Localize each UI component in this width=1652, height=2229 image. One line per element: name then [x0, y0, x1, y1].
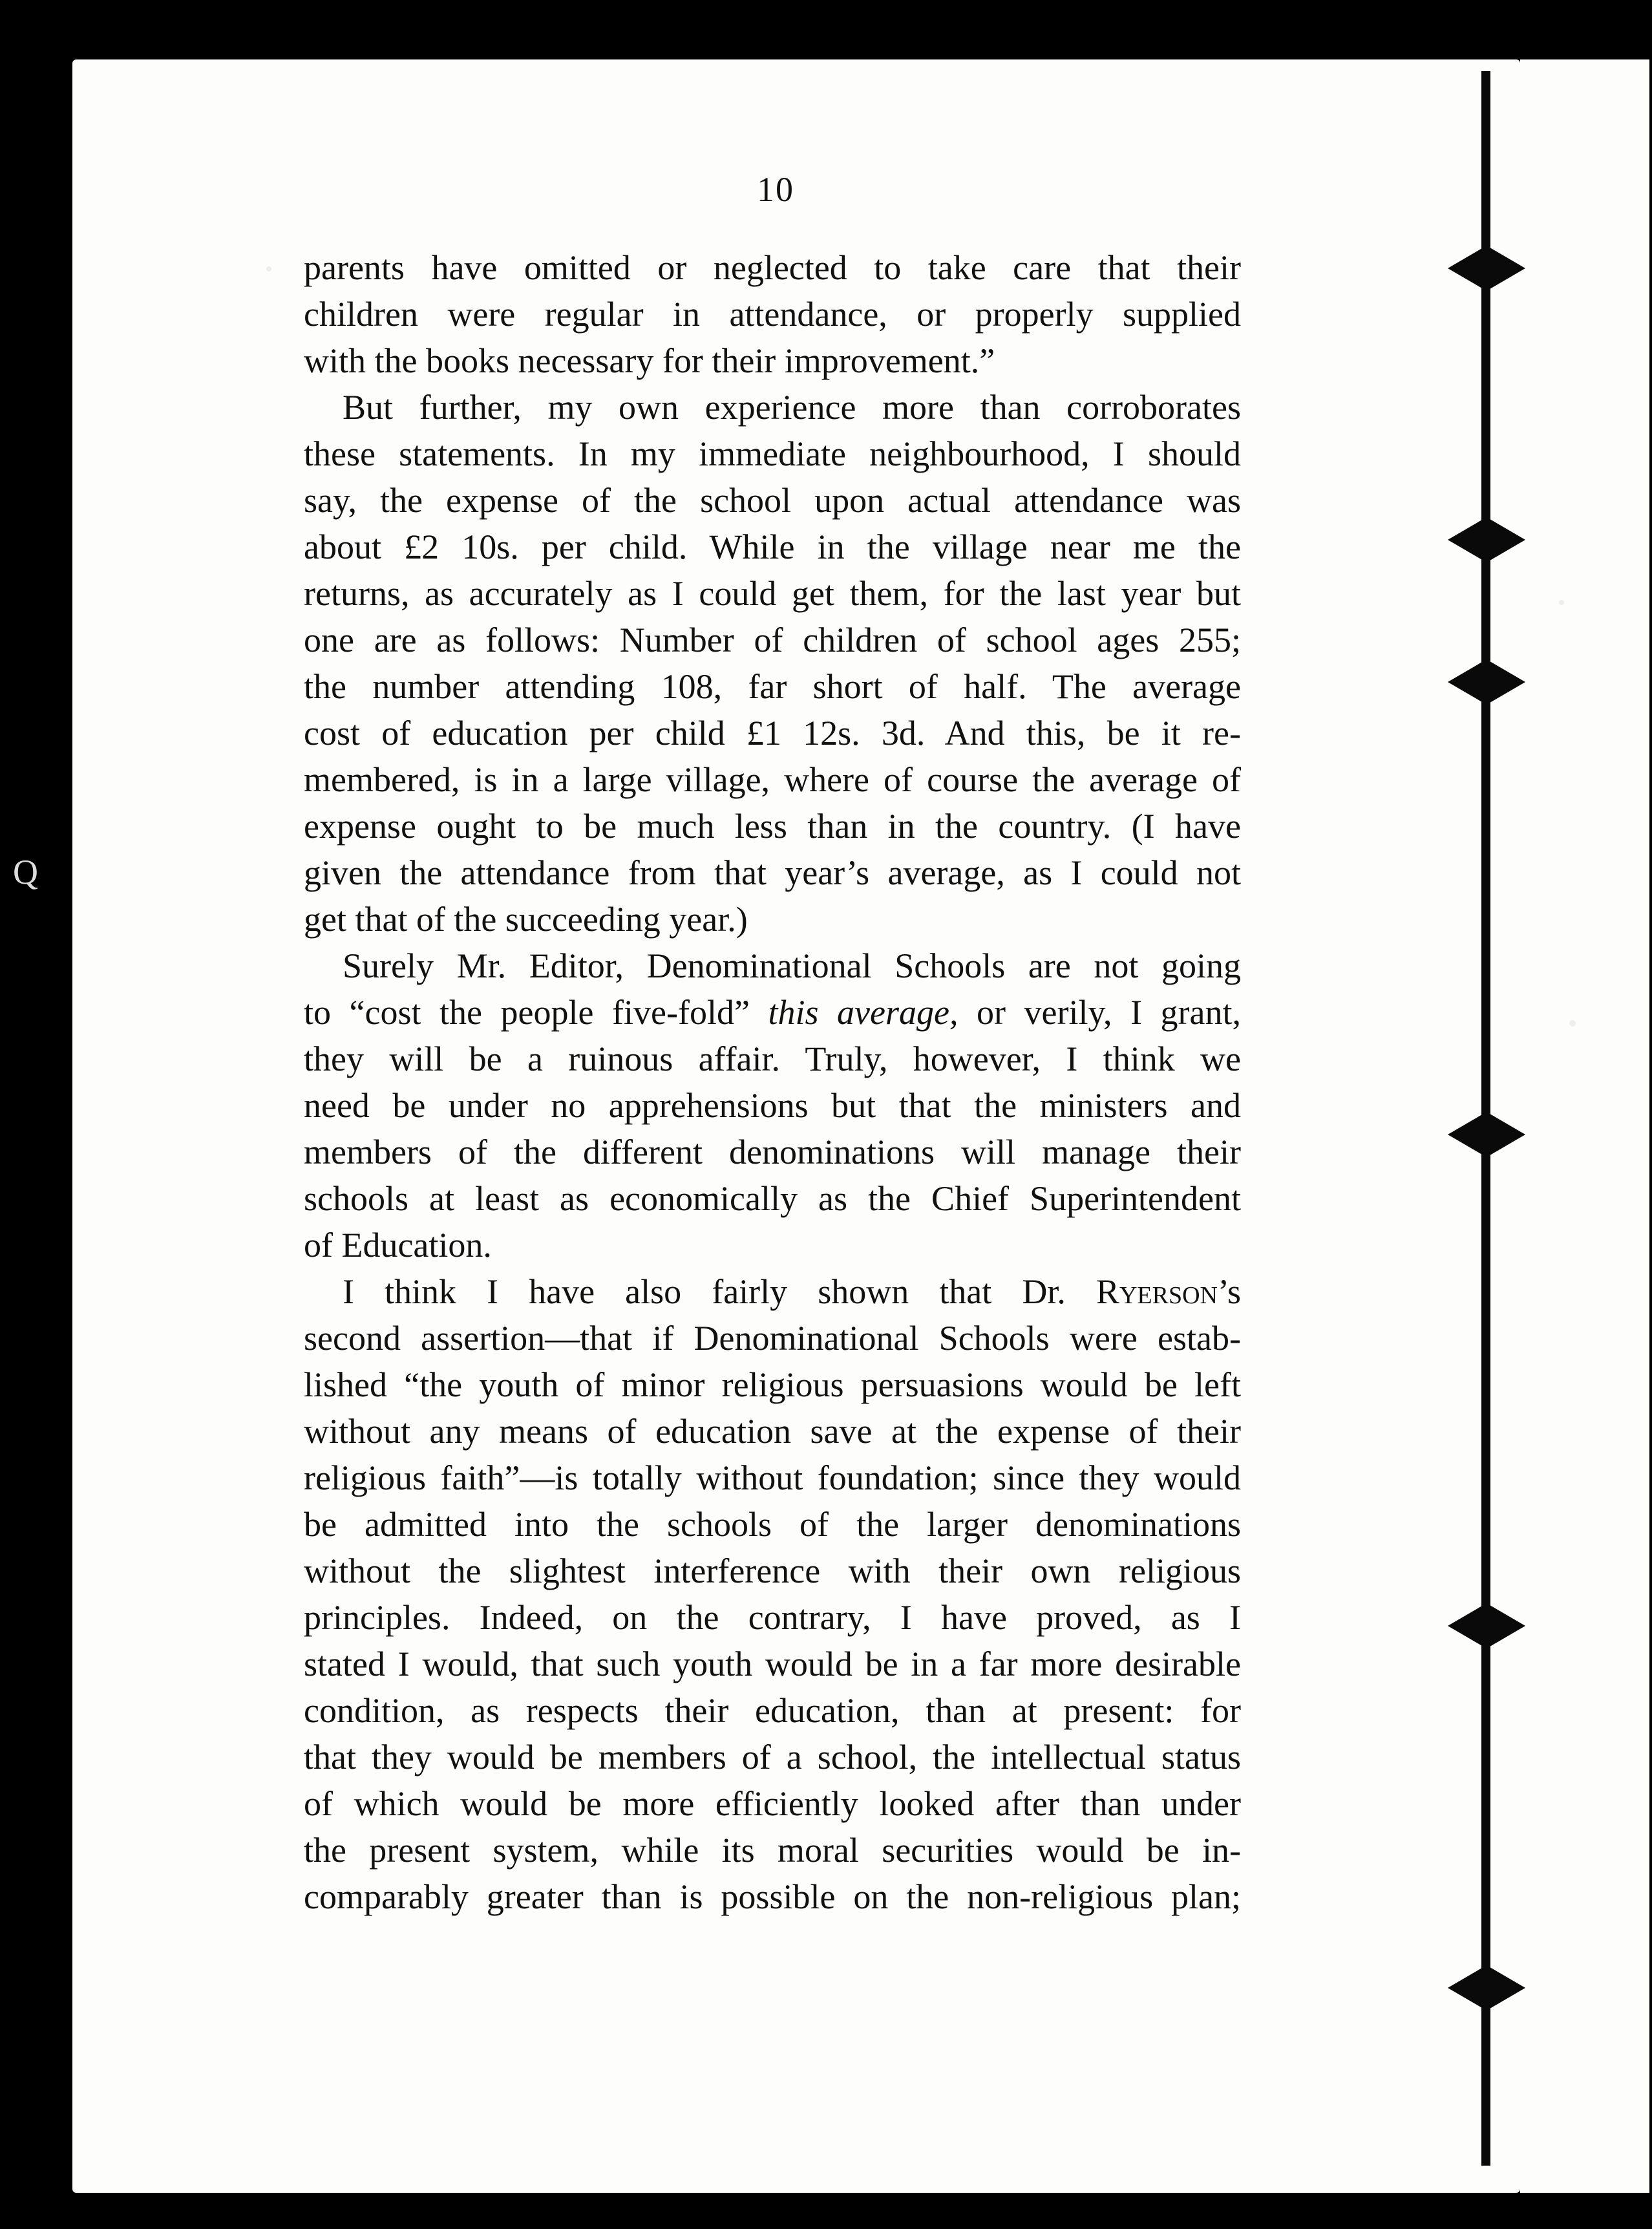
binding-notch	[1448, 246, 1525, 291]
italic-text: this average,	[768, 993, 958, 1032]
text-line: given the attendance from that year’s average, as I could not	[304, 853, 1241, 892]
speck	[1559, 600, 1564, 605]
text-run: I think I have also fairly shown that Dr.	[343, 1272, 1096, 1311]
margin-mark: Q	[13, 853, 38, 891]
text-line: about £2 10s. per child. While in the village near me the	[304, 528, 1241, 566]
page-number: 10	[757, 170, 794, 209]
text-line	[304, 989, 1241, 1036]
text-line: of Education.	[304, 1226, 492, 1264]
text-run: to “cost the people five-fold”	[304, 993, 768, 1032]
text-line: principles. Indeed, on the contrary, I have proved, as I	[304, 1598, 1241, 1637]
speck	[1569, 1020, 1576, 1027]
text-line: schools at least as economically as the Chief Superintendent	[304, 1179, 1241, 1218]
text-line: they will be a ruinous affair. Truly, however, I think we	[304, 1040, 1241, 1078]
text-run: ’s	[1217, 1272, 1241, 1311]
binding-notch	[1448, 1965, 1525, 2010]
text-line: without the slightest interference with their own religious	[304, 1552, 1241, 1590]
text-line: membered, is in a large village, where of course the average of	[304, 760, 1241, 799]
page-edge	[1520, 59, 1649, 2193]
text-line: that they would be members of a school, the intellectual status	[304, 1738, 1241, 1776]
text-line: get that of the succeeding year.)	[304, 900, 748, 939]
text-line: second assertion—that if Denominational Schools were estab-	[304, 1319, 1241, 1358]
text-line: the number attending 108, far short of half. The average	[304, 667, 1241, 706]
text-line: of which would be more efficiently looked after than under	[304, 1784, 1241, 1823]
text-line: stated I would, that such youth would be in a far more desirable	[304, 1645, 1241, 1683]
text-line: children were regular in attendance, or properly supplied	[304, 295, 1241, 334]
text-line: be admitted into the schools of the larger denominations	[304, 1505, 1241, 1544]
text-line: religious faith”—is totally without foundation; since they would	[304, 1458, 1241, 1497]
text-line: the present system, while its moral securities would be in-	[304, 1831, 1241, 1870]
text-line: without any means of education save at the expense of their	[304, 1412, 1241, 1451]
text-line: members of the different denominations will manage their	[304, 1133, 1241, 1171]
text-line	[304, 1268, 1241, 1315]
binding-notch	[1448, 1603, 1525, 1648]
binding-notch	[1448, 1112, 1525, 1157]
text-line: Surely Mr. Editor, Denominational Schools are not going	[343, 946, 1241, 985]
body-text	[304, 244, 1241, 1920]
text-line: lished “the youth of minor religious persuasions would be left	[304, 1365, 1241, 1404]
text-line: need be under no apprehensions but that the ministers and	[304, 1086, 1241, 1125]
binding-notch	[1448, 659, 1525, 705]
text-line: with the books necessary for their improvement.”	[304, 341, 995, 380]
text-run: or verily, I grant,	[958, 993, 1241, 1032]
text-line: expense ought to be much less than in the country. (I have	[304, 807, 1241, 846]
text-line: returns, as accurately as I could get them, for the last year but	[304, 574, 1241, 613]
text-line: parents have omitted or neglected to take care that their	[304, 248, 1241, 287]
text-line: comparably greater than is possible on the non-religious plan;	[304, 1877, 1241, 1916]
text-line: cost of education per child £1 12s. 3d. And this, be it re-	[304, 714, 1241, 752]
smallcaps-name: Ryerson	[1096, 1272, 1218, 1311]
text-line: these statements. In my immediate neighbourhood, I should	[304, 434, 1241, 473]
text-line: say, the expense of the school upon actual attendance was	[304, 481, 1241, 520]
text-line: But further, my own experience more than corroborates	[343, 388, 1241, 427]
text-line: condition, as respects their education, than at present: for	[304, 1691, 1241, 1730]
binding-notch	[1448, 517, 1525, 562]
text-line: one are as follows: Number of children of school ages 255;	[304, 621, 1241, 659]
speck	[266, 266, 271, 272]
